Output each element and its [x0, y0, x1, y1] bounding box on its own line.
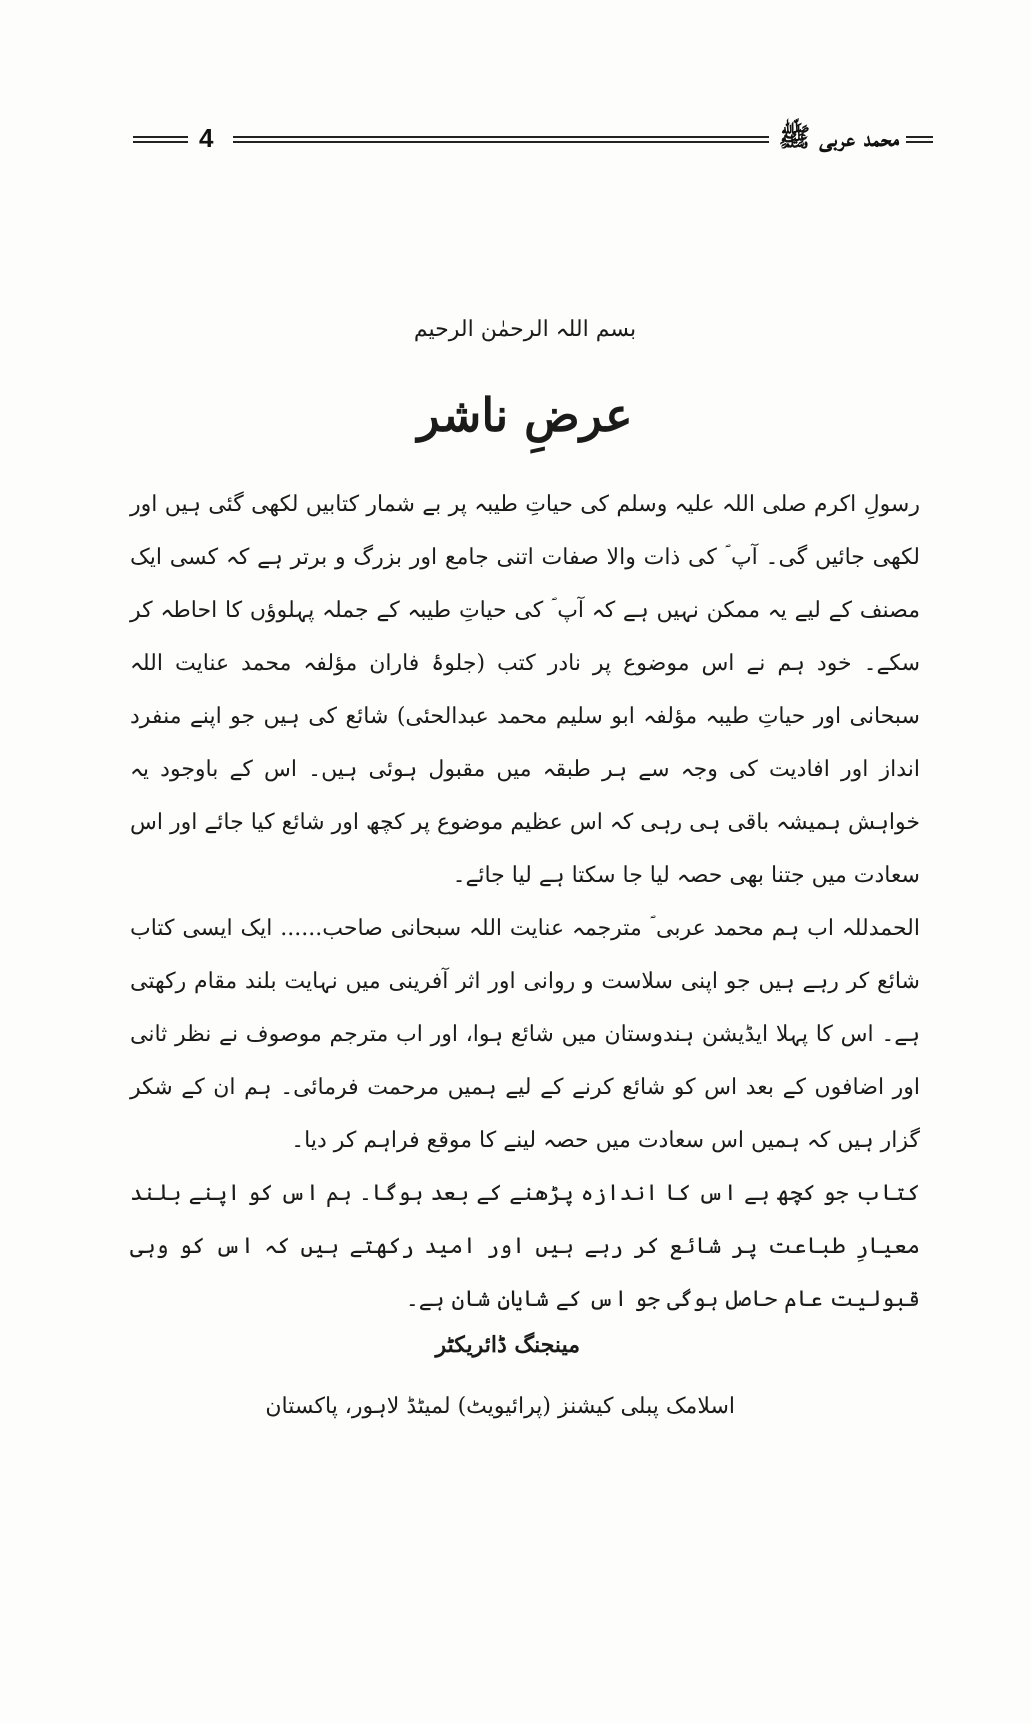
signature-block	[130, 1325, 920, 1427]
main-text	[130, 310, 920, 1326]
signatory-title: مینجنگ ڈائریکٹر	[435, 1332, 580, 1358]
paragraph-3: کتاب جو کچھ ہے اس کا اندازہ پڑھنے کے بعد ہوگا۔ ہم اس کو اپنے بلند معیارِ طباعت پر شائع کر رہے ہیں اور امید رکھتے ہیں کہ اس کو وہی قبولیت عام حاصل ہوگی جو اس کے شایانِ شان ہے۔	[130, 1181, 920, 1312]
header-rule-middle	[233, 136, 769, 143]
page-heading: عرضِ ناشر	[417, 388, 633, 442]
page-number: 4	[199, 123, 214, 153]
paragraph-1: رسولِ اکرم صلی اللہ علیہ وسلم کی حیاتِ طیبہ پر بے شمار کتابیں لکھی گئی ہیں اور لکھی جائیں گی۔ آپ ؐ کی ذات والا صفات اتنی جامع اور بزرگ و برتر ہے کہ کسی ایک مصنف کے لیے یہ ممکن نہیں ہے کہ آپ ؐ کی حیاتِ طیبہ کے جملہ پہلوؤں کا احاطہ کر سکے۔ خود ہم نے اس موضوع پر نادر کتب (جلوۂ فاران مؤلفہ محمد عنایت اللہ سبحانی اور حیاتِ طیبہ مؤلفہ ابو سلیم محمد عبدالحئی) شائع کی ہیں جو اپنے منفرد انداز اور افادیت کی وجہ سے ہر طبقہ میں مقبول ہوئی ہیں۔ اس کے باوجود یہ خواہش ہمیشہ باقی ہی رہی کہ اس عظیم موضوع پر کچھ اور شائع کیا جائے اور اس سعادت میں جتنا بھی حصہ لیا جا سکتا ہے لیا جائے۔	[130, 492, 920, 888]
publisher-name: اسلامک پبلی کیشنز (پرائیویٹ) لمیٹڈ لاہور، پاکستان	[265, 1394, 735, 1419]
bismillah: بسم اللہ الرحمٰن الرحیم	[413, 317, 637, 342]
running-title: محمد عربی ﷺ	[778, 123, 900, 153]
header-rule-right	[906, 136, 933, 143]
running-header	[133, 118, 933, 158]
paragraph-2: الحمدللہ اب ہم محمد عربی ؐ مترجمہ عنایت اللہ سبحانی صاحب...... ایک ایسی کتاب شائع کر رہے ہیں جو اپنی سلاست و روانی اور اثر آفرینی میں نہایت بلند مقام رکھتی ہے۔ اس کا پہلا ایڈیشن ہندوستان میں شائع ہوا، اور اب مترجم موصوف نے نظر ثانی اور اضافوں کے بعد اس کو شائع کرنے کے لیے ہمیں مرحمت فرمائی۔ ہم ان کے شکر گزار ہیں کہ ہمیں اس سعادت میں حصہ لینے کا موقع فراہم کر دیا۔	[130, 916, 920, 1153]
header-rule-left	[133, 136, 188, 143]
